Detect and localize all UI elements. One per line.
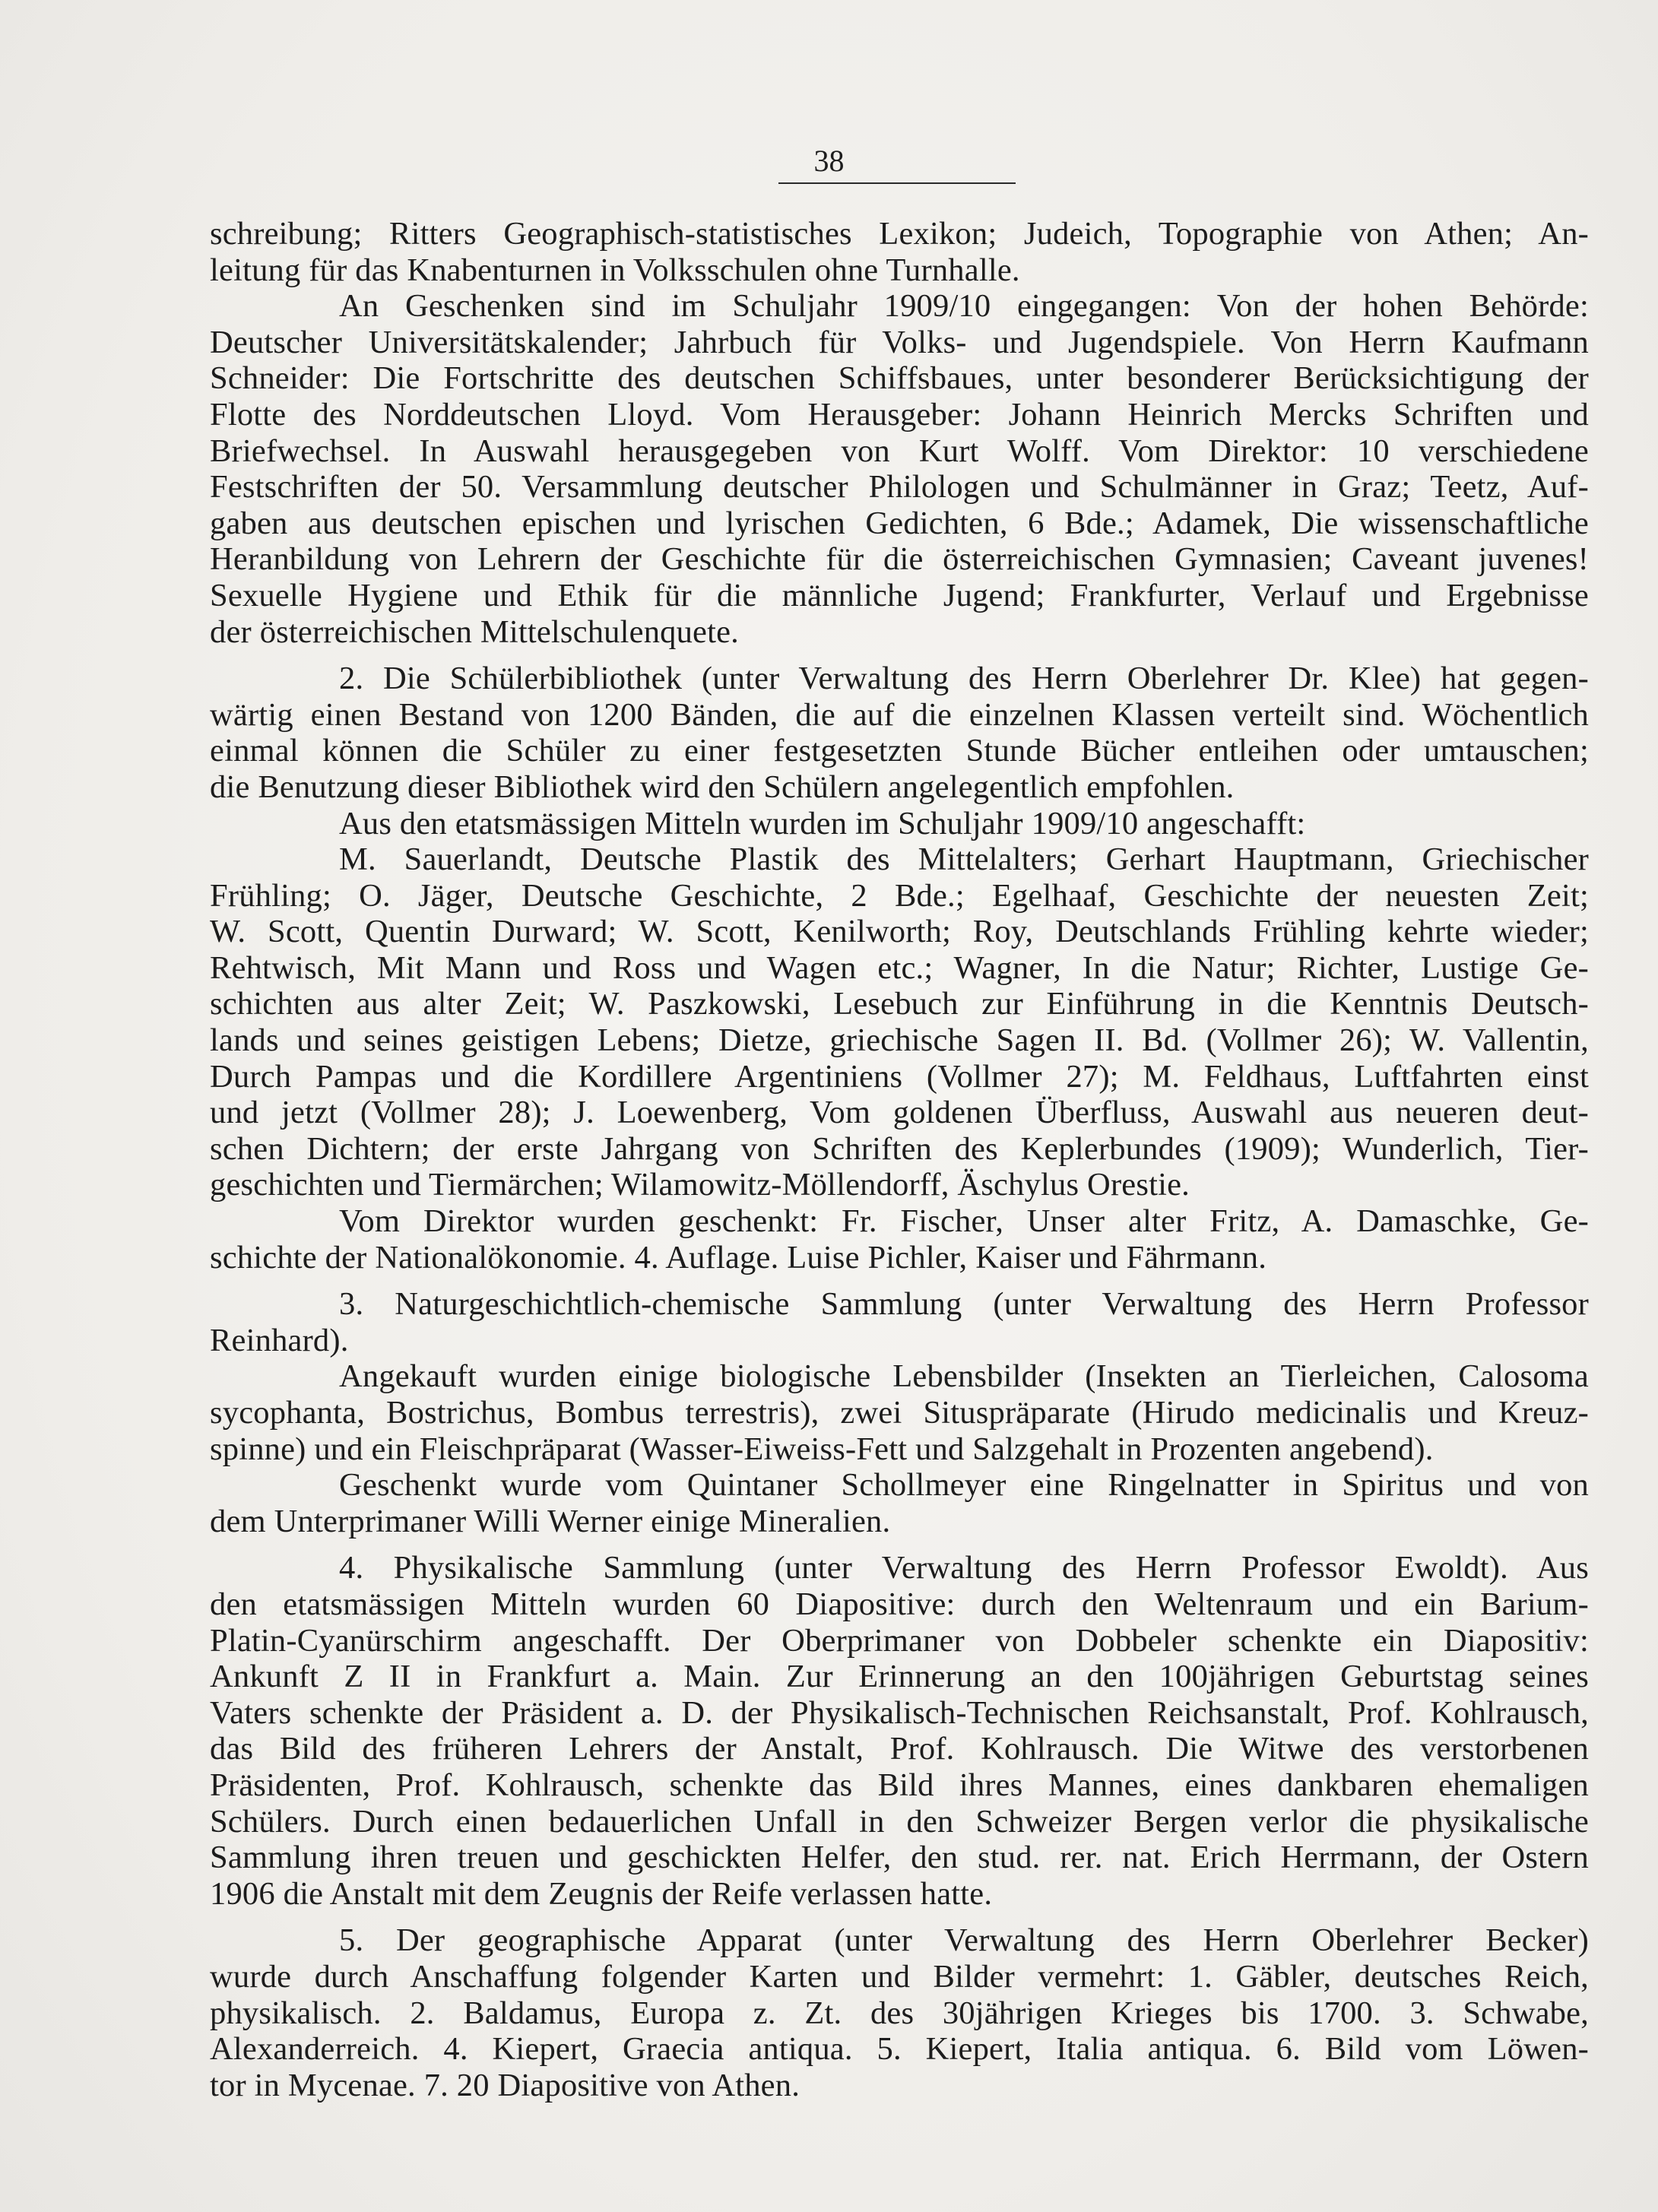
text-line: 3. Naturgeschichtlich-chemische Sammlung (unter Verwaltung des Herrn Professor — [339, 1286, 1589, 1323]
text-line: wärtig einen Bestand von 1200 Bänden, die auf die einzelnen Klassen verteilt sind. Wöchentlich — [210, 696, 1589, 733]
text-line: 1906 die Anstalt mit dem Zeugnis der Reife verlassen hatte. — [210, 1875, 993, 1912]
text-line: Sexuelle Hygiene und Ethik für die männliche Jugend; Frankfurter, Verlauf und Ergebnisse — [210, 577, 1589, 613]
text-line: Frühling; O. Jäger, Deutsche Geschichte, 2 Bde.; Egelhaaf, Geschichte der neuesten Zeit; — [210, 877, 1589, 914]
text-line: Schneider: Die Fortschritte des deutschen Schiffsbaues, unter besonderer Berücksichtigung der — [210, 360, 1589, 397]
text-line: Alexanderreich. 4. Kiepert, Graecia antiqua. 5. Kiepert, Italia antiqua. 6. Bild vom Löwen- — [210, 2031, 1589, 2068]
text-line: und jetzt (Vollmer 28); J. Loewenberg, Vom goldenen Überfluss, Auswahl aus neueren deut- — [210, 1095, 1589, 1131]
text-line: Vom Direktor wurden geschenkt: Fr. Fischer, Unser alter Fritz, A. Damaschke, Ge- — [339, 1203, 1589, 1240]
text-line: Reinhard). — [210, 1322, 349, 1358]
text-line: physikalisch. 2. Baldamus, Europa z. Zt. des 30jährigen Krieges bis 1700. 3. Schwabe, — [210, 1995, 1589, 2031]
text-line: leitung für das Knabenturnen in Volksschulen ohne Turnhalle. — [210, 252, 1020, 288]
text-line: 4. Physikalische Sammlung (unter Verwaltung des Herrn Professor Ewoldt). Aus — [339, 1550, 1589, 1586]
text-line: spinne) und ein Fleischpräparat (Wasser-Eiweiss-Fett und Salzgehalt in Prozenten angebend). — [210, 1431, 1434, 1467]
text-line: schichten aus alter Zeit; W. Paszkowski, Lesebuch zur Einführung in die Kenntnis Deutsch- — [210, 986, 1589, 1022]
paragraph-p7 — [210, 1286, 1589, 1358]
text-line: M. Sauerlandt, Deutsche Plastik des Mittelalters; Gerhart Hauptmann, Griechischer — [339, 841, 1589, 878]
text-line: schichte der Nationalökonomie. 4. Auflage. Luise Pichler, Kaiser und Fährmann. — [210, 1239, 1267, 1276]
text-line: schen Dichtern; der erste Jahrgang von Schriften des Keplerbundes (1909); Wunderlich, Tier- — [210, 1130, 1589, 1167]
paragraph-p2 — [210, 288, 1589, 650]
text-line: sycophanta, Bostrichus, Bombus terrestris), zwei Situspräparate (Hirudo medicinalis und Kreuz- — [210, 1395, 1589, 1431]
text-line: wurde durch Anschaffung folgender Karten und Bilder vermehrt: 1. Gäbler, deutsches Reich, — [210, 1958, 1589, 1995]
text-line: dem Unterprimaner Willi Werner einige Mineralien. — [210, 1503, 891, 1539]
paragraph-p1 — [210, 216, 1589, 288]
paragraph-p10 — [210, 1550, 1589, 1912]
text-line: Geschenkt wurde vom Quintaner Schollmeyer eine Ringelnatter in Spiritus und von — [339, 1467, 1589, 1504]
text-line: Heranbildung von Lehrern der Geschichte für die österreichischen Gymnasien; Caveant juvenes! — [210, 541, 1589, 578]
body-text — [210, 216, 1589, 2103]
text-line: Aus den etatsmässigen Mitteln wurden im Schuljahr 1909/10 angeschafft: — [339, 805, 1306, 841]
text-line: die Benutzung dieser Bibliothek wird den Schülern angelegentlich empfohlen. — [210, 768, 1235, 805]
text-line: Angekauft wurden einige biologische Lebensbilder (Insekten an Tierleichen, Calosoma — [339, 1358, 1589, 1395]
text-line: Durch Pampas und die Kordillere Argentiniens (Vollmer 27); M. Feldhaus, Luftfahrten einst — [210, 1058, 1589, 1095]
text-line: Flotte des Norddeutschen Lloyd. Vom Herausgeber: Johann Heinrich Mercks Schriften und — [210, 396, 1589, 433]
paragraph-p5 — [210, 841, 1589, 1203]
text-line: den etatsmässigen Mitteln wurden 60 Diapositive: durch den Weltenraum und ein Barium- — [210, 1586, 1589, 1622]
text-line: Deutscher Universitätskalender; Jahrbuch für Volks- und Jugendspiele. Von Herrn Kaufmann — [210, 324, 1589, 360]
paragraph-p11 — [210, 1922, 1589, 2103]
text-line: schreibung; Ritters Geographisch-statistisches Lexikon; Judeich, Topographie von Athen; An- — [210, 216, 1589, 252]
text-line: 2. Die Schülerbibliothek (unter Verwaltung des Herrn Oberlehrer Dr. Klee) hat gegen- — [339, 661, 1589, 697]
text-line: gaben aus deutschen epischen und lyrischen Gedichten, 6 Bde.; Adamek, Die wissenschaftliche — [210, 505, 1589, 541]
text-line: der österreichischen Mittelschulenquete. — [210, 613, 740, 650]
paragraph-p6 — [210, 1203, 1589, 1276]
text-line: Briefwechsel. In Auswahl herausgegeben von Kurt Wolff. Vom Direktor: 10 verschiedene — [210, 433, 1589, 469]
text-line: An Geschenken sind im Schuljahr 1909/10 eingegangen: Von der hohen Behörde: — [339, 288, 1589, 325]
text-line: W. Scott, Quentin Durward; W. Scott, Kenilworth; Roy, Deutschlands Frühling kehrte wieder; — [210, 914, 1589, 950]
page-number: 38 — [813, 144, 845, 178]
paragraph-p4 — [210, 806, 1589, 842]
text-line: Rehtwisch, Mit Mann und Ross und Wagen etc.; Wagner, In die Natur; Richter, Lustige Ge- — [210, 949, 1589, 986]
text-line: Ankunft Z II in Frankfurt a. Main. Zur Erinnerung an den 100jährigen Geburtstag seines — [210, 1659, 1589, 1695]
paragraph-p8 — [210, 1358, 1589, 1467]
paragraph-p3 — [210, 661, 1589, 805]
text-line: Platin-Cyanürschirm angeschafft. Der Oberprimaner von Dobbeler schenkte ein Diapositiv: — [210, 1622, 1589, 1659]
text-line: das Bild des früheren Lehrers der Anstalt, Prof. Kohlrausch. Die Witwe des verstorbenen — [210, 1731, 1589, 1767]
paragraph-p9 — [210, 1467, 1589, 1539]
text-line: einmal können die Schüler zu einer festgesetzten Stunde Bücher entleihen oder umtauschen; — [210, 733, 1589, 769]
text-line: geschichten und Tiermärchen; Wilamowitz-Möllendorff, Äschylus Orestie. — [210, 1167, 1190, 1203]
text-line: Schülers. Durch einen bedauerlichen Unfall in den Schweizer Bergen verlor die physikalische — [210, 1803, 1589, 1840]
header-rule — [778, 182, 1016, 184]
text-line: 5. Der geographische Apparat (unter Verwaltung des Herrn Oberlehrer Becker) — [339, 1922, 1589, 1959]
text-line: Vaters schenkte der Präsident a. D. der Physikalisch-Technischen Reichsanstalt, Prof. Kohlrausch, — [210, 1694, 1589, 1731]
text-line: Sammlung ihren treuen und geschickten Helfer, den stud. rer. nat. Erich Herrmann, der Ostern — [210, 1840, 1589, 1876]
text-line: lands und seines geistigen Lebens; Dietze, griechische Sagen II. Bd. (Vollmer 26); W. Vallentin, — [210, 1022, 1589, 1059]
text-line: Präsidenten, Prof. Kohlrausch, schenkte das Bild ihres Mannes, eines dankbaren ehemaligen — [210, 1767, 1589, 1803]
text-line: Festschriften der 50. Versammlung deutscher Philologen und Schulmänner in Graz; Teetz, Auf- — [210, 469, 1589, 505]
text-line: tor in Mycenae. 7. 20 Diapositive von Athen. — [210, 2067, 800, 2103]
